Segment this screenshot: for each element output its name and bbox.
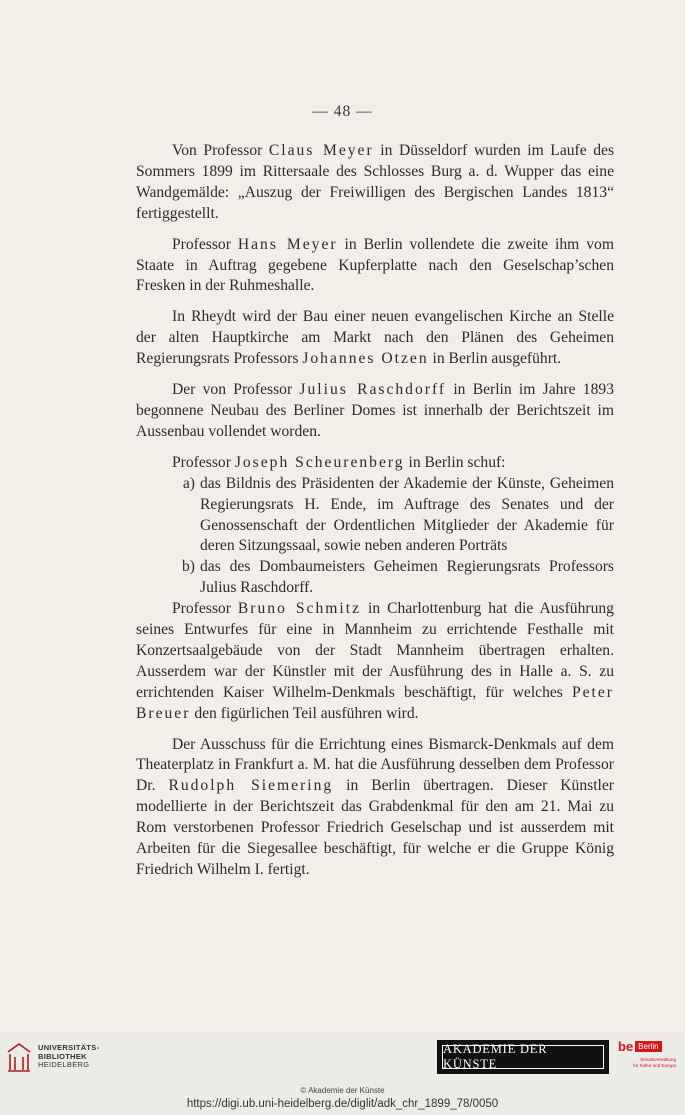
- spaced-name: Johannes Otzen: [302, 350, 429, 368]
- paragraph: [136, 380, 614, 443]
- uhd-wordmark: [38, 1044, 99, 1070]
- paragraph: [136, 141, 614, 225]
- list-item-text: das des Dombaumeisters Geheimen Regierungsrats Professors Julius Raschdorff.: [200, 558, 614, 597]
- spaced-name: Hans Meyer: [237, 235, 338, 253]
- list-item-label: b): [182, 558, 195, 576]
- uhd-emblem-icon: [6, 1040, 32, 1074]
- list-item: [136, 557, 614, 599]
- list-intro: [136, 453, 614, 474]
- spaced-name: Peter Breuer: [136, 683, 614, 722]
- permalink-url[interactable]: https://digi.ub.uni-heidelberg.de/diglit/adk_chr_1899_78/0050: [186, 1098, 499, 1110]
- text-run: in Düsseldorf wurden im Laufe des Sommers 1899 im Rittersaale des Schlosses Burg a. d. Wupper das eine Wandgemälde: „Auszug der Freiwilligen des Bergischen Landes 1813“ fertiggestellt.: [136, 142, 615, 222]
- text-run: in Berlin schuf:: [404, 453, 506, 471]
- text-run: Professor: [172, 600, 238, 618]
- spaced-name: Rudolph Siemering: [168, 777, 334, 795]
- list: [136, 474, 614, 599]
- paragraphs: [136, 141, 614, 443]
- berlin-sub-line-2: für Kultur und Europa: [633, 1062, 676, 1068]
- list-item-label: a): [182, 474, 195, 492]
- uhd-logo[interactable]: [6, 1040, 99, 1074]
- akademie-logo[interactable]: [437, 1040, 609, 1074]
- spaced-name: Claus Meyer: [268, 142, 374, 159]
- list-item-text: das Bildnis des Präsidenten der Akademie der Künste, Geheimen Regierungsrats H. Ende, im Auftrage des Senates und der Genossenschaft der Ordentlichen Mitglieder der Akademie für deren Sitzungssaal, sowie neben anderen Porträts: [200, 474, 614, 555]
- list-item: [136, 474, 614, 558]
- page-number: — 48 —: [312, 103, 373, 120]
- text-run: In Rheydt wird der Bau einer neuen evangelischen Kirche an Stelle der alten Hauptkirche am Markt nach den Plänen des Geheimen Regierungsrats Professors: [136, 308, 614, 368]
- paragraph: [136, 307, 614, 370]
- spaced-name: Bruno Schmitz: [237, 600, 361, 618]
- uhd-line-2: BIBLIOTHEK: [38, 1051, 87, 1061]
- berlin-sub: [618, 1057, 676, 1068]
- text-run: in Berlin im Jahre 1893 begonnene Neubau des Berliner Domes ist innerhalb der Berichtszeit im Aussenbau vollendet worden.: [136, 381, 614, 440]
- paragraphs-after: [136, 599, 614, 881]
- berlin-label: Berlin: [635, 1041, 661, 1052]
- text-run: Der Ausschuss für die Errichtung eines Bismarck-Denkmals auf dem Theaterplatz in Frankfurt a. M. hat die Ausführung desselben dem Professor Dr.: [136, 735, 614, 795]
- copyright-notice: © Akademie der Künste: [300, 1086, 385, 1095]
- paragraph: [136, 235, 614, 298]
- page-text: [136, 141, 614, 891]
- akademie-label: AKADEMIE DER KÜNSTE: [442, 1045, 604, 1069]
- footer-bar: [0, 1033, 685, 1115]
- uhd-line-1: UNIVERSITÄTS-: [38, 1043, 100, 1053]
- text-run: in Berlin ausgeführt.: [428, 350, 562, 368]
- text-run: Von Professor: [172, 142, 269, 159]
- uhd-line-3: HEIDELBERG: [38, 1060, 90, 1070]
- spaced-name: Julius Raschdorff: [299, 381, 447, 399]
- text-run: in Berlin vollendete die zweite ihm vom Staate in Auftrag gegebene Kupferplatte nach den Geselschap’schen Fresken in der Ruhmeshalle.: [136, 235, 614, 295]
- berlin-logo[interactable]: [618, 1039, 676, 1068]
- text-run: in Charlottenburg hat die Ausführung seines Entwurfes für eine in Mannheim zu errichtende Festhalle mit Konzertsaalgebäude von der Stadt Mannheim übertragen erhalten. Ausserdem war der Künstler mit der Ausführung des in Halle a. S. zu errichtenden Kaiser Wilhelm-Denkmals beschäftigt, für welches: [136, 600, 614, 701]
- text-run: Der von Professor: [172, 381, 300, 399]
- berlin-sub-line-1: Senatsverwaltung: [640, 1057, 676, 1062]
- text-run: Professor: [172, 453, 235, 471]
- paragraph: [136, 735, 614, 881]
- text-run: den figürlichen Teil ausführen wird.: [190, 704, 419, 722]
- text-run: in Berlin übertragen. Dieser Künstler modellierte in der Berichtszeit das Grabdenkmal für den am 21. Mai zu Rom verstorbenen Professor Friedrich Geselschap und ist ausserdem mit Arbeiten für die Siegesallee beschäftigt, für welche er die Gruppe König Friedrich Wilhelm I. fertigt.: [136, 777, 614, 878]
- paragraph: [136, 599, 614, 724]
- text-run: Professor: [172, 235, 238, 253]
- berlin-be: be: [618, 1039, 634, 1054]
- spaced-name: Joseph Scheurenberg: [234, 453, 405, 471]
